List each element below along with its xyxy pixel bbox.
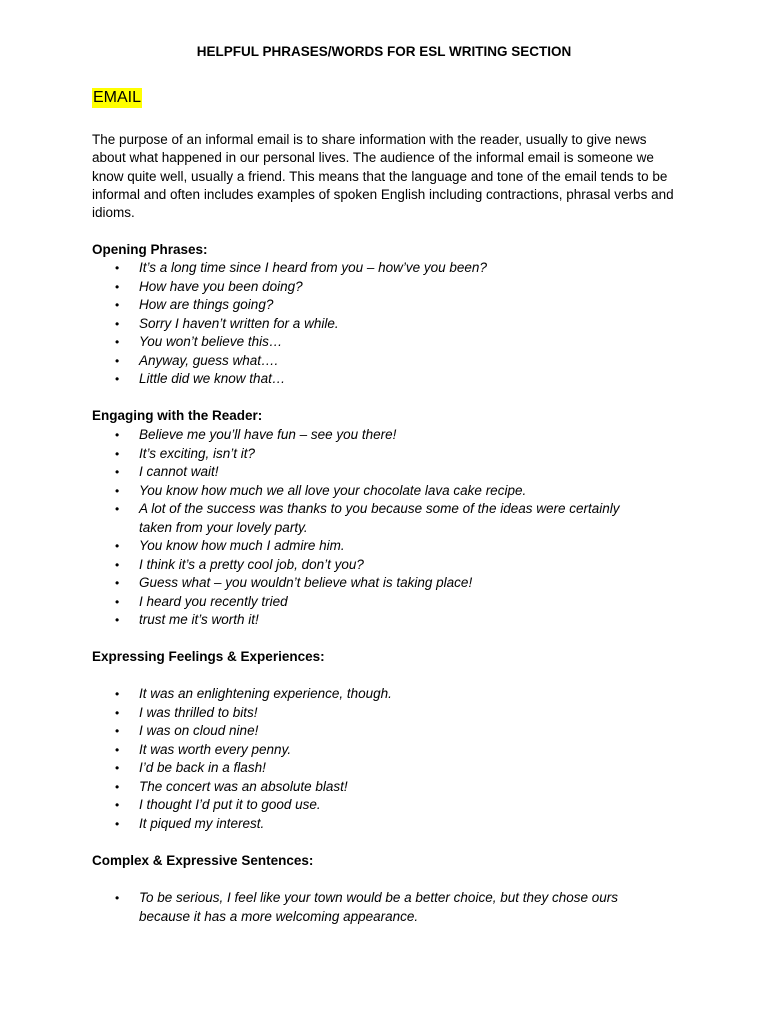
list-item bbox=[92, 315, 652, 334]
heading-complex-sentences: Complex & Expressive Sentences: bbox=[92, 853, 314, 868]
heading-engaging-reader: Engaging with the Reader: bbox=[92, 408, 263, 423]
list-item bbox=[92, 796, 652, 815]
list-item-text: It’s a long time since I heard from you – how’ve you been? bbox=[139, 260, 487, 275]
list-item bbox=[92, 296, 652, 315]
bullet-icon: • bbox=[115, 261, 120, 275]
list-item bbox=[92, 259, 652, 278]
list-item-text: I’d be back in a flash! bbox=[139, 760, 266, 775]
list-item bbox=[92, 704, 652, 723]
bullet-icon: • bbox=[115, 353, 120, 368]
list-item bbox=[92, 889, 652, 926]
list-item-text: It piqued my interest. bbox=[139, 815, 265, 831]
list-item-text: You won’t believe this… bbox=[139, 334, 283, 349]
list-item-text: You know how much we all love your chocolate lava cake recipe. bbox=[139, 482, 527, 498]
section-heading-email: EMAIL bbox=[93, 89, 142, 106]
list-item-text: I heard you recently tried bbox=[139, 593, 288, 609]
engaging-reader-list bbox=[92, 426, 652, 630]
list-item bbox=[92, 815, 652, 834]
list-item-text: I cannot wait! bbox=[139, 464, 219, 479]
list-item-text: How have you been doing? bbox=[139, 278, 303, 294]
list-item bbox=[92, 370, 652, 389]
expressing-feelings-list bbox=[92, 685, 652, 833]
list-item bbox=[92, 537, 652, 556]
bullet-icon: • bbox=[115, 576, 120, 590]
list-item bbox=[92, 722, 652, 741]
bullet-icon: • bbox=[115, 594, 120, 609]
bullet-icon: • bbox=[115, 372, 120, 386]
bullet-icon: • bbox=[115, 557, 120, 572]
bullet-icon: • bbox=[115, 502, 120, 516]
intro-paragraph: The purpose of an informal email is to share information with the reader, usually to give news about what happened in our personal lives. The audience of the informal email is someone we know quite well, usually a friend. This means that the language and tone of the email tends to be informal and often includes examples of spoken English including contractions, phrasal verbs and idioms. bbox=[92, 132, 674, 221]
bullet-icon: • bbox=[115, 316, 120, 331]
list-item bbox=[92, 759, 652, 778]
bullet-icon: • bbox=[115, 428, 120, 442]
list-item-text: I think it’s a pretty cool job, don’t you? bbox=[139, 556, 364, 572]
bullet-icon: • bbox=[115, 298, 120, 312]
list-item bbox=[92, 574, 652, 593]
list-item bbox=[92, 685, 652, 704]
bullet-icon: • bbox=[115, 798, 120, 812]
list-item-text: trust me it’s worth it! bbox=[139, 612, 259, 627]
list-item bbox=[92, 352, 652, 371]
list-item-text: A lot of the success was thanks to you because some of the ideas were certainly taken from your lovely party. bbox=[139, 501, 620, 535]
bullet-icon: • bbox=[115, 891, 120, 905]
list-item bbox=[92, 445, 652, 464]
list-item-text: It’s exciting, isn’t it? bbox=[139, 445, 256, 461]
list-item-text: Guess what – you wouldn’t believe what is taking place! bbox=[139, 575, 473, 590]
bullet-icon: • bbox=[115, 465, 120, 479]
list-item bbox=[92, 741, 652, 760]
list-item-text: Believe me you’ll have fun – see you there! bbox=[139, 427, 397, 442]
list-item-text: The concert was an absolute blast! bbox=[139, 778, 348, 794]
heading-expressing-feelings: Expressing Feelings & Experiences: bbox=[92, 649, 325, 664]
bullet-icon: • bbox=[115, 335, 120, 349]
list-item bbox=[92, 482, 652, 501]
opening-phrases-list bbox=[92, 259, 652, 389]
bullet-icon: • bbox=[115, 779, 120, 794]
bullet-icon: • bbox=[115, 761, 120, 775]
complex-sentences-list bbox=[92, 889, 652, 926]
list-item-text: You know how much I admire him. bbox=[139, 538, 345, 553]
list-item bbox=[92, 463, 652, 482]
list-item bbox=[92, 278, 652, 297]
bullet-icon: • bbox=[115, 446, 120, 461]
bullet-icon: • bbox=[115, 613, 120, 627]
bullet-icon: • bbox=[115, 742, 120, 757]
bullet-icon: • bbox=[115, 705, 120, 720]
list-item-text: Little did we know that… bbox=[139, 371, 286, 386]
list-item-text: It was an enlightening experience, though. bbox=[139, 686, 392, 701]
list-item-text: Anyway, guess what…. bbox=[139, 352, 279, 368]
list-item-text: I was on cloud nine! bbox=[139, 723, 259, 738]
list-item bbox=[92, 611, 652, 630]
document-title: HELPFUL PHRASES/WORDS FOR ESL WRITING SECTION bbox=[196, 44, 572, 59]
bullet-icon: • bbox=[115, 279, 120, 294]
list-item-text: To be serious, I feel like your town would be a better choice, but they chose ours because it has a more welcoming appearance. bbox=[139, 890, 619, 924]
list-item-text: I thought I’d put it to good use. bbox=[139, 797, 321, 812]
list-item bbox=[92, 593, 652, 612]
bullet-icon: • bbox=[115, 816, 120, 831]
list-item-text: I was thrilled to bits! bbox=[139, 704, 258, 720]
heading-opening-phrases: Opening Phrases: bbox=[92, 242, 208, 257]
list-item-text: Sorry I haven’t written for a while. bbox=[139, 315, 339, 331]
list-item bbox=[92, 500, 652, 537]
list-item bbox=[92, 333, 652, 352]
bullet-icon: • bbox=[115, 687, 120, 701]
bullet-icon: • bbox=[115, 539, 120, 553]
list-item-text: It was worth every penny. bbox=[139, 741, 292, 757]
list-item-text: How are things going? bbox=[139, 297, 274, 312]
list-item bbox=[92, 426, 652, 445]
bullet-icon: • bbox=[115, 483, 120, 498]
list-item bbox=[92, 778, 652, 797]
bullet-icon: • bbox=[115, 724, 120, 738]
list-item bbox=[92, 556, 652, 575]
